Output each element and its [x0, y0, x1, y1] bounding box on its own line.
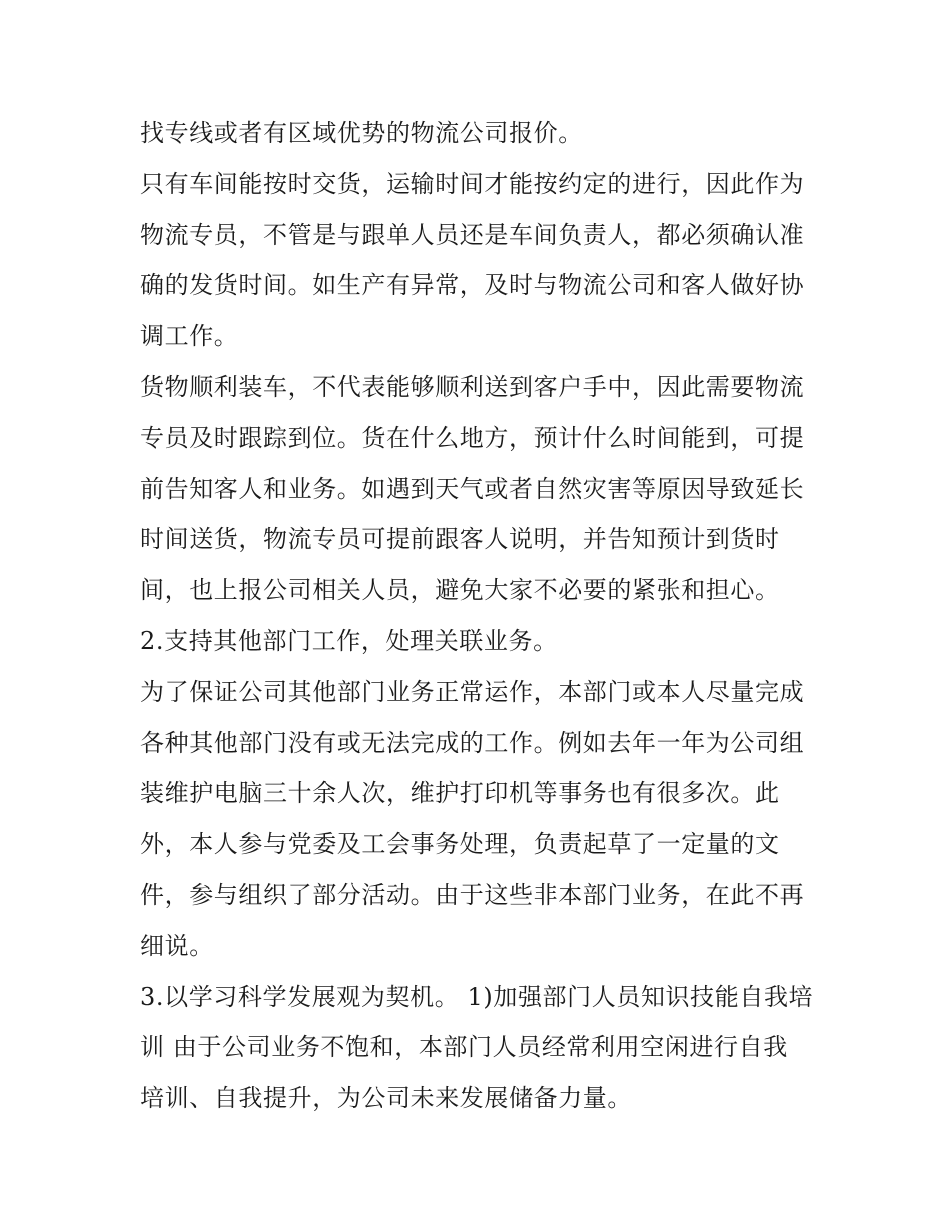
text-line: 2.支持其他部门工作，处理关联业务。	[140, 626, 558, 655]
text-line: 确的发货时间。如生产有异常，及时与物流公司和客人做好协	[140, 271, 805, 300]
document-body	[140, 108, 820, 1124]
paragraph	[140, 362, 820, 616]
text-line: 时间送货，物流专员可提前跟客人说明，并告知预计到货时	[140, 525, 780, 554]
text-line: 间，也上报公司相关人员，避免大家不必要的紧张和担心。	[140, 576, 780, 605]
text-line: 训 由于公司业务不饱和，本部门人员经常利用空闲进行自我	[140, 1033, 788, 1062]
text-line: 只有车间能按时交货，运输时间才能按约定的进行，因此作为	[140, 169, 805, 198]
text-line: 各种其他部门没有或无法完成的工作。例如去年一年为公司组	[140, 728, 805, 757]
text-line: 细说。	[140, 931, 214, 960]
text-line: 调工作。	[140, 322, 239, 351]
text-line: 外，本人参与党委及工会事务处理，负责起草了一定量的文	[140, 830, 780, 859]
text-line: 培训、自我提升，为公司未来发展储备力量。	[140, 1084, 632, 1113]
text-line: 3.以学习科学发展观为契机。 1)加强部门人员知识技能自我培	[140, 982, 814, 1011]
paragraph	[140, 972, 820, 1124]
text-line: 物流专员，不管是与跟单人员还是车间负责人，都必须确认准	[140, 220, 805, 249]
text-line: 专员及时跟踪到位。货在什么地方，预计什么时间能到，可提	[140, 423, 805, 452]
paragraph	[140, 159, 820, 362]
text-line: 为了保证公司其他部门业务正常运作，本部门或本人尽量完成	[140, 677, 805, 706]
section-heading	[140, 616, 820, 667]
paragraph	[140, 667, 820, 972]
text-line: 货物顺利装车，不代表能够顺利送到客户手中，因此需要物流	[140, 372, 805, 401]
text-line: 装维护电脑三十余人次，维护打印机等事务也有很多次。此	[140, 779, 780, 808]
text-line: 前告知客人和业务。如遇到天气或者自然灾害等原因导致延长	[140, 474, 805, 503]
paragraph	[140, 108, 820, 159]
text-line: 件，参与组织了部分活动。由于这些非本部门业务，在此不再	[140, 880, 805, 909]
text-line: 找专线或者有区域优势的物流公司报价。	[140, 119, 583, 147]
